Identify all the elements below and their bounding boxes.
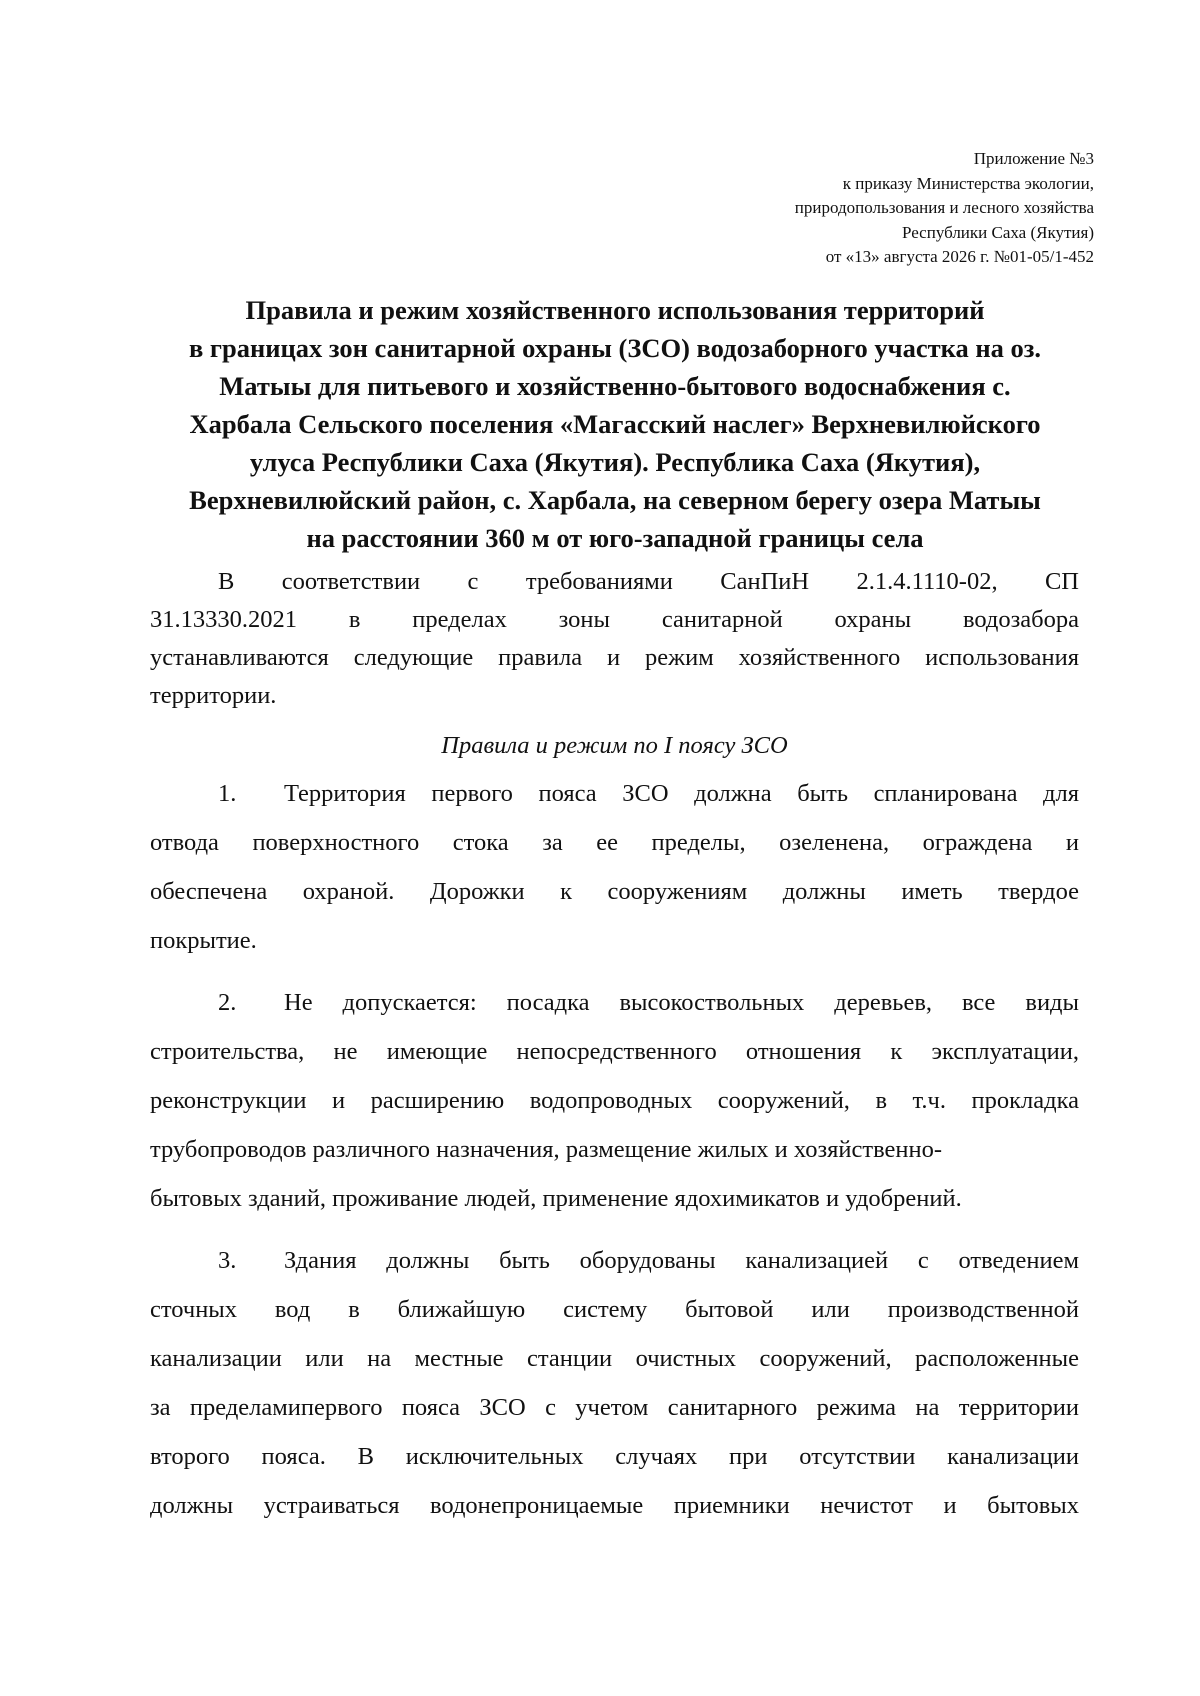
item-line: покрытие. — [150, 927, 257, 954]
list-item — [150, 978, 1079, 1027]
intro-paragraph — [150, 563, 1079, 715]
item-line: должны устраиваться водонепроницаемые приемники нечистот и бытовых — [150, 1492, 1079, 1519]
title-line: Матыы для питьевого и хозяйственно-бытового водоснабжения с. — [219, 371, 1011, 401]
item-first-line: Не допускается: посадка высокоствольных деревьев, все виды — [284, 989, 1079, 1016]
item-line: строительства, не имеющие непосредственного отношения к эксплуатации, — [150, 1038, 1079, 1065]
item-first-line: Здания должны быть оборудованы канализацией с отведением — [284, 1247, 1079, 1274]
item-number: 3. — [218, 1247, 237, 1274]
title-line: улуса Республики Саха (Якутия). Республика Саха (Якутия), — [249, 447, 981, 477]
appendix-header-line: к приказу Министерства экологии, — [842, 173, 1094, 193]
intro-line: устанавливаются следующие правила и режим хозяйственного использования — [150, 644, 1079, 671]
item-number: 2. — [218, 989, 237, 1016]
appendix-header — [574, 147, 1094, 270]
item-first-line: Территория первого пояса ЗСО должна быть спланирована для — [284, 780, 1079, 807]
appendix-header-line: природопользования и лесного хозяйства — [794, 198, 1094, 217]
item-line: отвода поверхностного стока за ее пределы, озеленена, ограждена и — [150, 829, 1079, 856]
item-line: за пределамипервого пояса ЗСО с учетом санитарного режима на территории — [150, 1394, 1079, 1421]
list-item — [150, 769, 1079, 818]
item-line: бытовых зданий, проживание людей, применение ядохимикатов и удобрений. — [150, 1185, 962, 1212]
appendix-header-line: от «13» августа 2026 г. №01-05/1-452 — [825, 247, 1094, 266]
title-line: на расстоянии 360 м от юго-западной границы села — [306, 523, 924, 553]
item-line: сточных вод в ближайшую систему бытовой или производственной — [150, 1296, 1079, 1323]
title-line: Верхневилюйский район, с. Харбала, на северном берегу озера Матыы — [189, 485, 1041, 515]
title-line: в границах зон санитарной охраны (ЗСО) водозаборного участка на оз. — [188, 333, 1042, 363]
intro-line: В соответствии с требованиями СанПиН 2.1.4.1110-02, СП — [218, 568, 1079, 595]
list-item — [150, 1236, 1079, 1285]
item-line: трубопроводов различного назначения, размещение жилых и хозяйственно- — [150, 1136, 943, 1163]
intro-line: территории. — [150, 682, 277, 709]
section-heading: Правила и режим по I поясу ЗСО — [441, 732, 788, 759]
rules-list — [150, 769, 1079, 1530]
appendix-header-line: Республики Саха (Якутия) — [901, 222, 1094, 242]
item-number: 1. — [218, 780, 237, 807]
item-line: обеспечена охраной. Дорожки к сооружениям должны иметь твердое — [150, 878, 1079, 905]
title-line: Харбала Сельского поселения «Магасский наслег» Верхневилюйского — [189, 409, 1041, 439]
item-line: канализации или на местные станции очистных сооружений, расположенные — [150, 1345, 1079, 1372]
appendix-header-line: Приложение №3 — [973, 149, 1094, 168]
intro-line: 31.13330.2021 в пределах зоны санитарной охраны водозабора — [150, 606, 1079, 633]
item-line: реконструкции и расширению водопроводных сооружений, в т.ч. прокладка — [150, 1087, 1079, 1114]
document-title — [150, 291, 1080, 557]
item-line: второго пояса. В исключительных случаях при отсутствии канализации — [150, 1443, 1079, 1470]
title-line: Правила и режим хозяйственного использования территорий — [245, 295, 985, 325]
